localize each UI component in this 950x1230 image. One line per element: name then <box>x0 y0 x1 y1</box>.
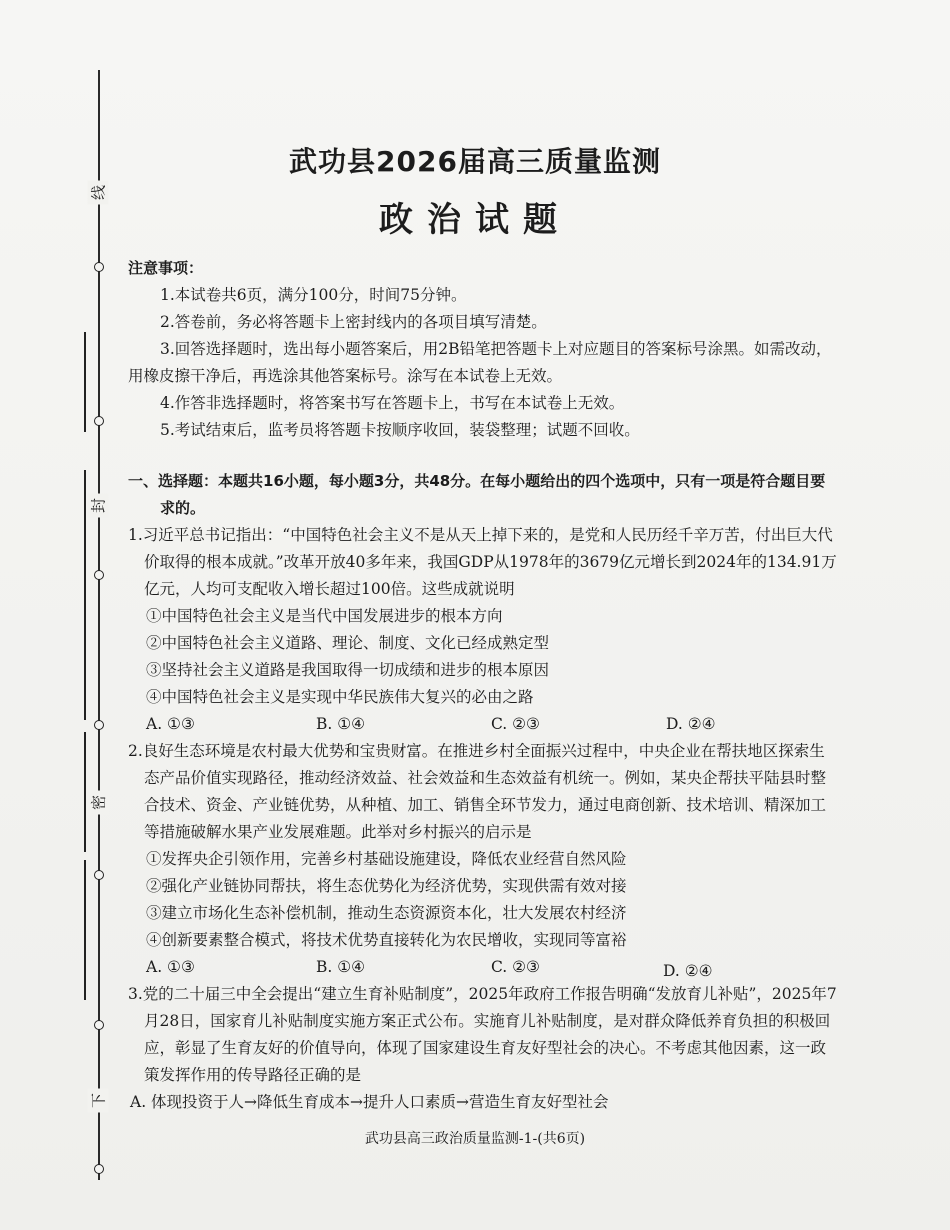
subject-title: 政治试题 <box>379 200 571 240</box>
notice-item: 5.考试结束后，监考员将答题卡按顺序收回，装袋整理；试题不回收。 <box>160 421 640 439</box>
choice-c: C. ②③ <box>491 958 540 976</box>
notice-item: 1.本试卷共6页，满分100分，时间75分钟。 <box>160 286 467 304</box>
notice-item: 2.答卷前，务必将答题卡上密封线内的各项目填写清楚。 <box>160 313 547 331</box>
question-stem: 3.党的二十届三中全会提出“建立生育补贴制度”，2025年政府工作报告明确“发放育儿补贴”，2025年7月28日，国家育儿补贴制度实施方案正式公布。实施育儿补贴制度，是对群众降低养育负担的积极回应，彰显了生育友好的价值导向，体现了国家建设生育友好型社会的决心。不考虑其他因素，这一政策发挥作用的传导路径正确的是 <box>128 985 837 1084</box>
exam-title: 武功县2026届高三质量监测 <box>289 145 661 178</box>
notice-item: 3.回答选择题时，选出每小题答案后，用2B铅笔把答题卡上对应题目的答案标号涂黑。如需改动，用橡皮擦干净后，再选涂其他答案标号。涂写在本试卷上无效。 <box>128 340 832 385</box>
question-statement: ④创新要素整合模式，将技术优势直接转化为农民增收，实现同等富裕 <box>146 931 627 949</box>
page-footer: 武功县高三政治质量监测-1-(共6页) <box>364 1131 586 1147</box>
binding-char-xian: 线 <box>88 181 109 205</box>
question-statement: ④中国特色社会主义是实现中华民族伟大复兴的必由之路 <box>146 688 534 706</box>
answer-choices <box>128 954 840 981</box>
binding-circle <box>94 416 104 426</box>
notice-heading: 注意事项： <box>128 259 204 277</box>
question-option: A. 体现投资于人→降低生育成本→提升人口素质→营造生育友好型社会 <box>130 1093 609 1111</box>
binding-circle <box>94 262 104 272</box>
section-heading: 一、选择题：本题共16小题，每小题3分，共48分。在每小题给出的四个选项中，只有一项是符合题目要求的。 <box>128 472 826 517</box>
question-statement: ①发挥央企引领作用，完善乡村基础设施建设，降低农业经营自然风险 <box>146 850 627 868</box>
binding-char-xia: 下 <box>88 1089 109 1113</box>
binding-char-feng: 封 <box>88 494 109 518</box>
question-stem: 1.习近平总书记指出：“中国特色社会主义不是从天上掉下来的，是党和人民历经千辛万苦，付出巨大代价取得的根本成就。”改革开放40多年来，我国GDP从1978年的3679亿元增长到2024年的134.91万亿元，人均可支配收入增长超过100倍。这些成就说明 <box>128 526 837 598</box>
binding-circle <box>94 570 104 580</box>
choice-c: C. ②③ <box>491 715 540 733</box>
choice-b: B. ①④ <box>316 715 366 733</box>
choice-a: A. ①③ <box>146 958 195 976</box>
choice-d: D. ②④ <box>666 715 716 733</box>
binding-char-mi: 密 <box>88 791 109 815</box>
question-statement: ③建立市场化生态补偿机制，推动生态资源资本化，壮大发展农村经济 <box>146 904 627 922</box>
question-statement: ②中国特色社会主义道路、理论、制度、文化已经成熟定型 <box>146 634 550 652</box>
binding-side-line <box>84 470 86 720</box>
answer-choices <box>128 711 840 738</box>
binding-side-line <box>84 860 86 1000</box>
choice-d: D. ②④ <box>663 962 713 980</box>
choice-b: B. ①④ <box>316 958 366 976</box>
exam-content <box>128 255 840 1116</box>
binding-circle <box>94 1020 104 1030</box>
binding-side-line <box>84 332 86 432</box>
question-stem: 2.良好生态环境是农村最大优势和宝贵财富。在推进乡村全面振兴过程中，中央企业在帮扶地区探索生态产品价值实现路径，推动经济效益、社会效益和生态效益有机统一。例如，某央企帮扶平陆县时整合技术、资金、产业链优势，从种植、加工、销售全环节发力，通过电商创新、技术培训、精深加工等措施破解水果产业发展难题。此举对乡村振兴的启示是 <box>128 742 827 841</box>
binding-circle <box>94 870 104 880</box>
question-statement: ③坚持社会主义道路是我国取得一切成绩和进步的根本原因 <box>146 661 550 679</box>
question-statement: ②强化产业链协同帮扶，将生态优势化为经济优势，实现供需有效对接 <box>146 877 627 895</box>
binding-circle <box>94 720 104 730</box>
choice-a: A. ①③ <box>146 715 195 733</box>
binding-circle <box>94 1164 104 1174</box>
notice-item: 4.作答非选择题时，将答案书写在答题卡上，书写在本试卷上无效。 <box>160 394 625 412</box>
binding-side-line <box>84 732 86 852</box>
question-statement: ①中国特色社会主义是当代中国发展进步的根本方向 <box>146 607 503 625</box>
